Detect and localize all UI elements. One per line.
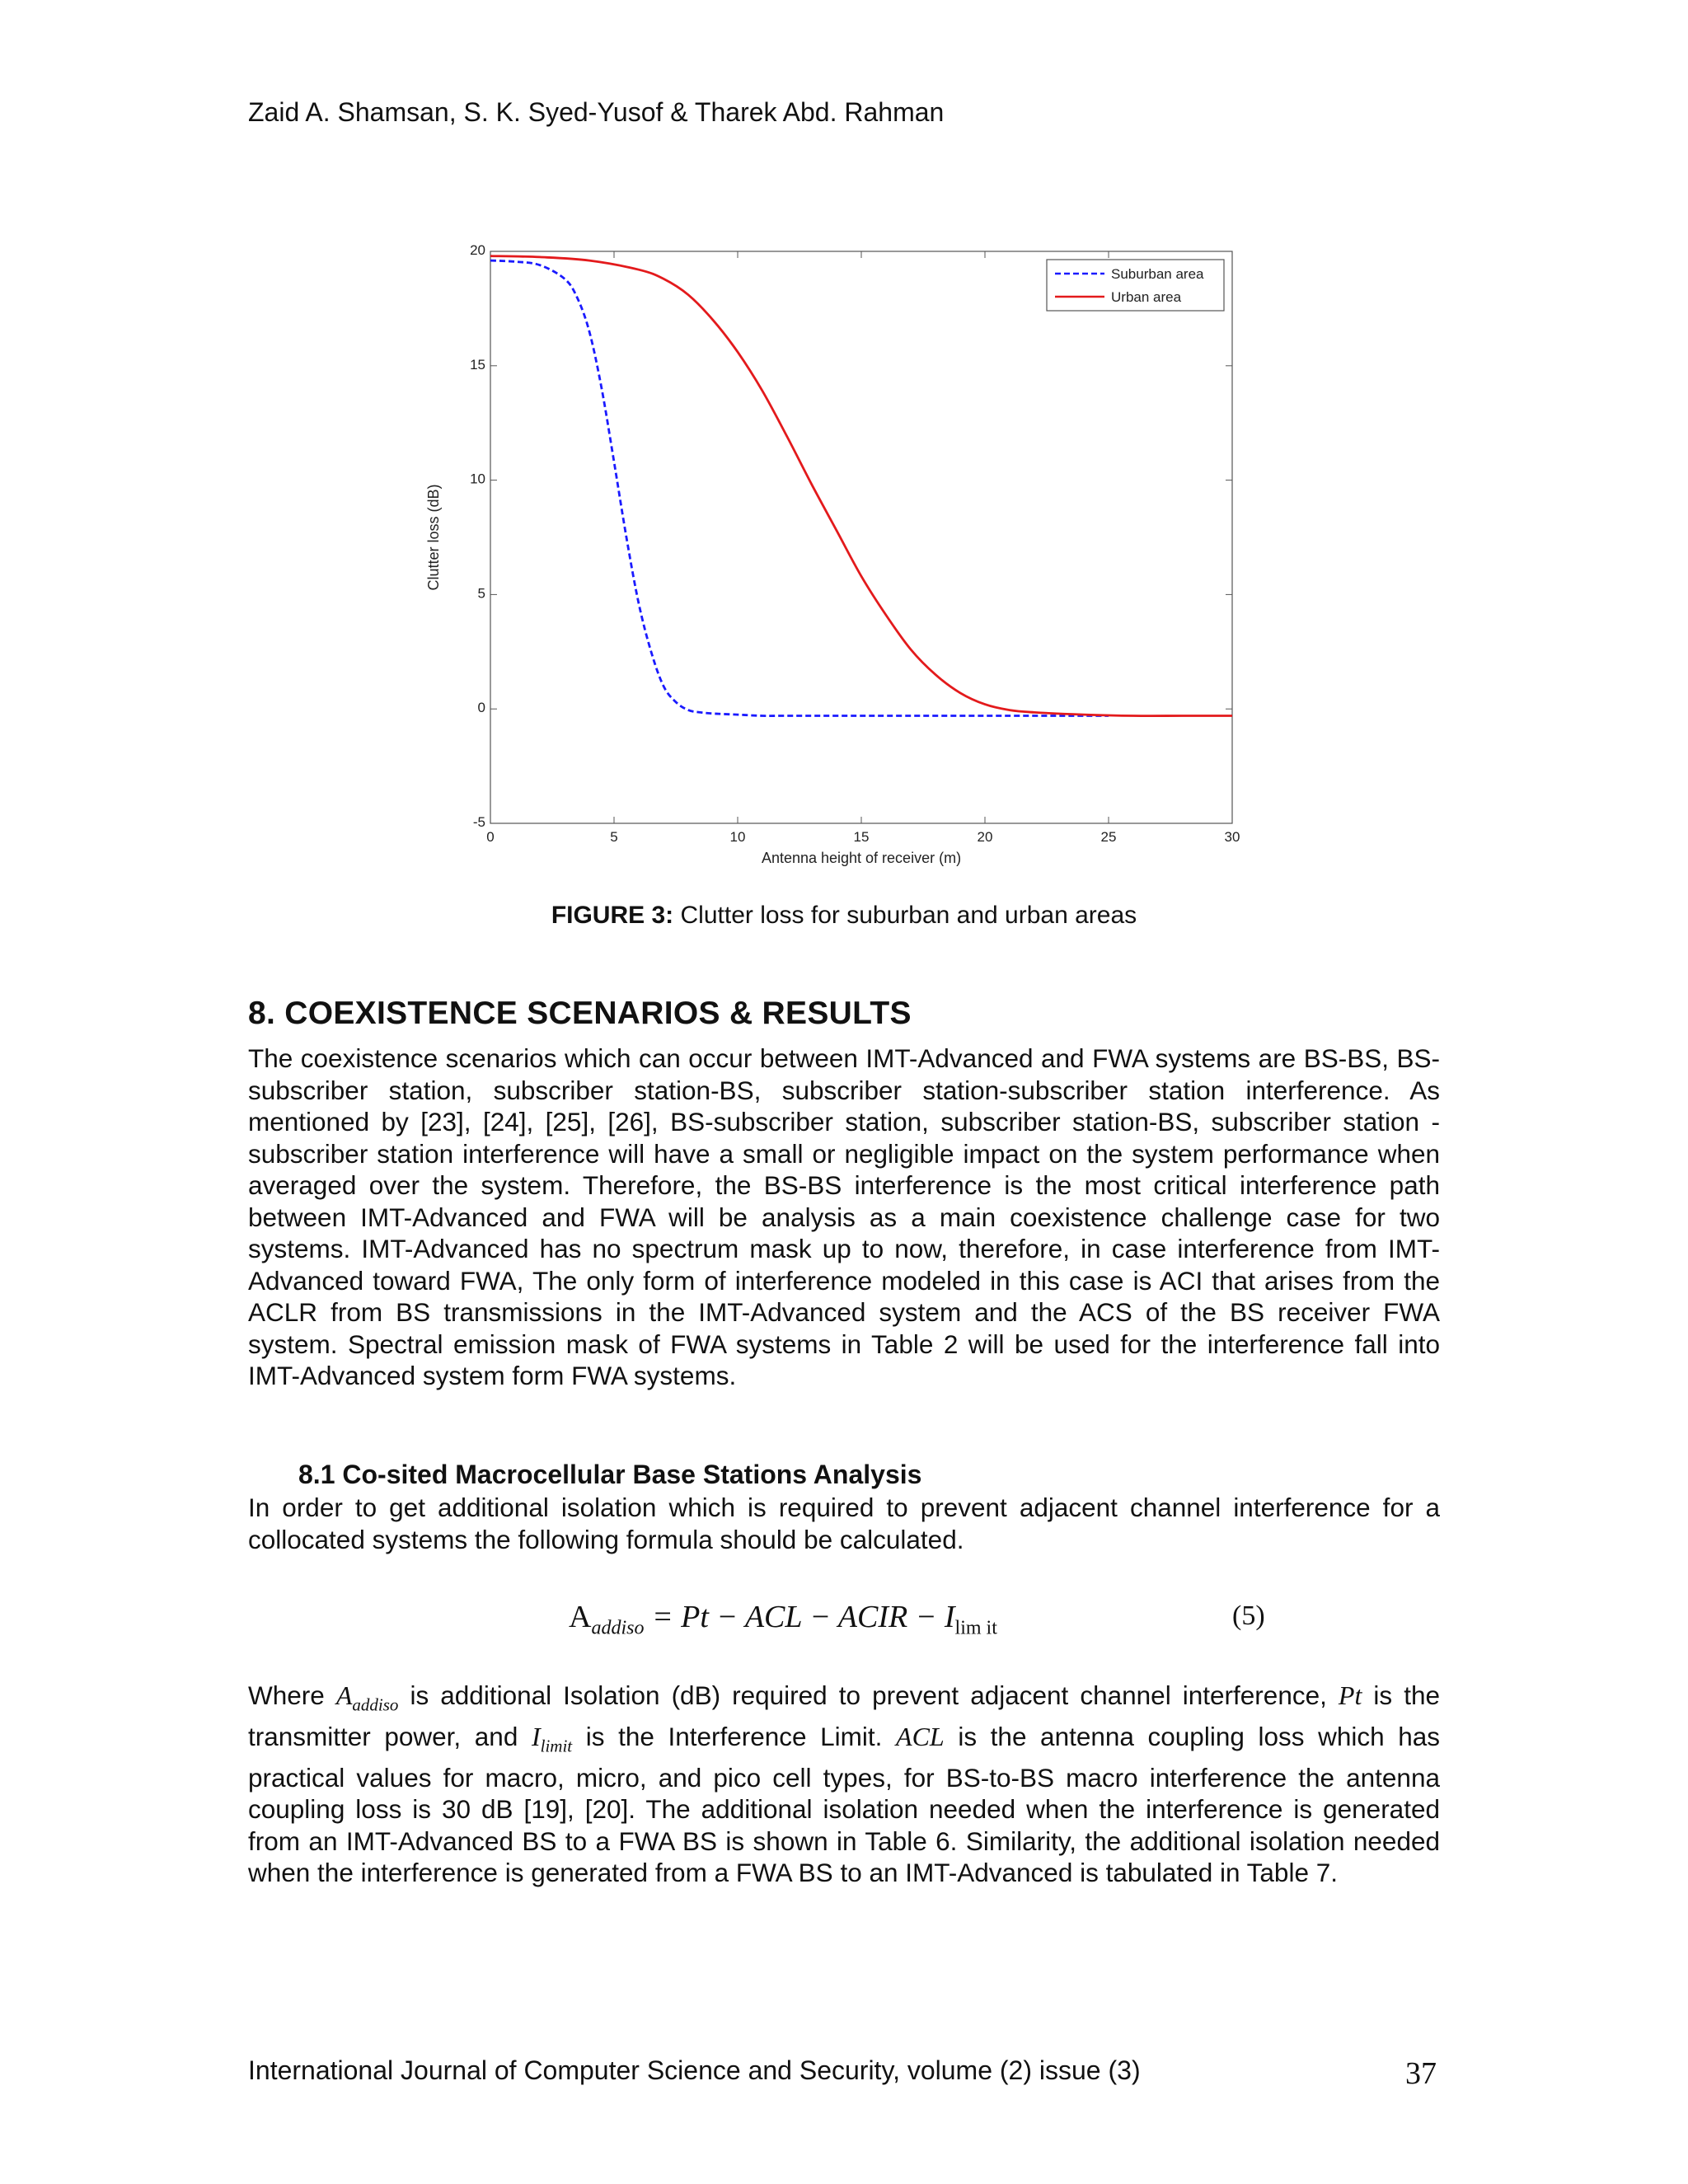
symbol-i-subscript: limit [540,1736,573,1756]
equation-lhs-subscript: addiso [591,1617,645,1639]
y-tick-label: 15 [470,356,485,373]
symbol-i: I [531,1721,541,1751]
equation-lhs-symbol: A [569,1600,592,1634]
x-tick-label: 5 [610,829,618,845]
symbol-a-subscript: addiso [352,1694,399,1715]
y-tick-label: 0 [477,700,485,716]
legend-label-urban: Urban area [1111,289,1182,305]
y-tick-label: 5 [477,585,485,602]
chart-svg [412,235,1286,878]
equation-rhs: = Pt − ACL − ACIR − I [651,1600,955,1634]
x-axis-label: Antenna height of receiver (m) [761,850,962,866]
plot-area-frame [490,251,1232,823]
x-tick-label: 15 [853,829,870,845]
running-header-authors: Zaid A. Shamsan, S. K. Syed-Yusof & Tharek Abd. Rahman [248,97,945,127]
equation-number: (5) [1232,1601,1265,1631]
symbol-i-limit [531,1721,573,1756]
figure-caption [0,902,1688,930]
section-8-1-intro-paragraph: In order to get additional isolation which is required to prevent adjacent channel interference for a collocated systems the following formula should be calculated. [248,1493,1440,1554]
equation-5 [569,1599,997,1640]
where-text-4: is the Interference Limit. [572,1721,897,1751]
legend-label-suburban: Suburban area [1111,266,1204,282]
figure-3-clutter-loss-chart [412,235,1286,878]
x-tick-label: 0 [486,829,495,845]
legend [1047,260,1224,311]
x-tick-label: 25 [1100,829,1117,845]
where-text-3: is the transmitter power, and [248,1680,1441,1751]
where-text-1: Where [248,1680,336,1710]
footer-journal-info: International Journal of Computer Science and Security, volume (2) issue (3) [248,2055,1141,2085]
section-8-paragraph: The coexistence scenarios which can occur between IMT-Advanced and FWA systems are BS-BS, BS-subscriber station, subscriber station-BS, subscriber station-subscriber station interference. As mentioned by [23], [24], [25], [26], BS-subscriber station, subscriber station-BS, subscriber station - subscriber station interference will have a small or negligible impact on the system performance when averaged over the system. Therefore, the BS-BS interference is the most critical interference path between IMT-Advanced and FWA will be analysis as a main coexistence challenge case for two systems. IMT-Advanced has no spectrum mask up to now, therefore, in case interference from IMT-Advanced toward FWA, The only form of interference modeled in this case is ACI that arises from the ACLR from BS transmissions in the IMT-Advanced system and the ACS of the BS receiver FWA system. Spectral emission mask of FWA systems in Table 2 will be used for the interference fall into IMT-Advanced system form FWA systems. [248,1043,1440,1390]
x-tick-label: 20 [977,829,993,845]
symbol-acl: ACL [896,1721,945,1751]
y-tick-label: -5 [472,814,485,830]
symbol-pt: Pt [1338,1680,1362,1710]
section-8-1-where-paragraph [248,1680,1440,1889]
symbol-a: A [335,1680,353,1710]
x-tick-label: 10 [729,829,746,845]
section-8-heading: 8. COEXISTENCE SCENARIOS & RESULTS [248,996,912,1031]
equation-rhs-subscript: lim it [954,1617,997,1639]
figure-caption-text: Clutter loss for suburban and urban areas [680,902,1137,929]
symbol-a-addiso [335,1680,399,1715]
x-tick-label: 30 [1224,829,1240,845]
figure-caption-label: FIGURE 3: [551,902,674,929]
y-axis-label: Clutter loss (dB) [425,484,442,591]
section-8-1-heading: 8.1 Co-sited Macrocellular Base Stations Analysis [298,1460,922,1489]
footer-page-number: 37 [1405,2056,1437,2091]
y-tick-label: 10 [470,471,485,487]
where-text-5: is the antenna coupling loss which has practical values for macro, micro, and pico cell types, for BS-to-BS macro interference the antenna coupling loss is 30 dB [19], [20]. The additional isolation needed when the interference is generated from an IMT-Advanced BS to a FWA BS is shown in Table 6. Similarity, the additional isolation needed when the interference is generated from a FWA BS to an IMT-Advanced is tabulated in Table 7. [248,1721,1441,1888]
where-text-2: is additional Isolation (dB) required to prevent adjacent channel interference, [398,1680,1339,1710]
y-tick-label: 20 [470,242,485,258]
